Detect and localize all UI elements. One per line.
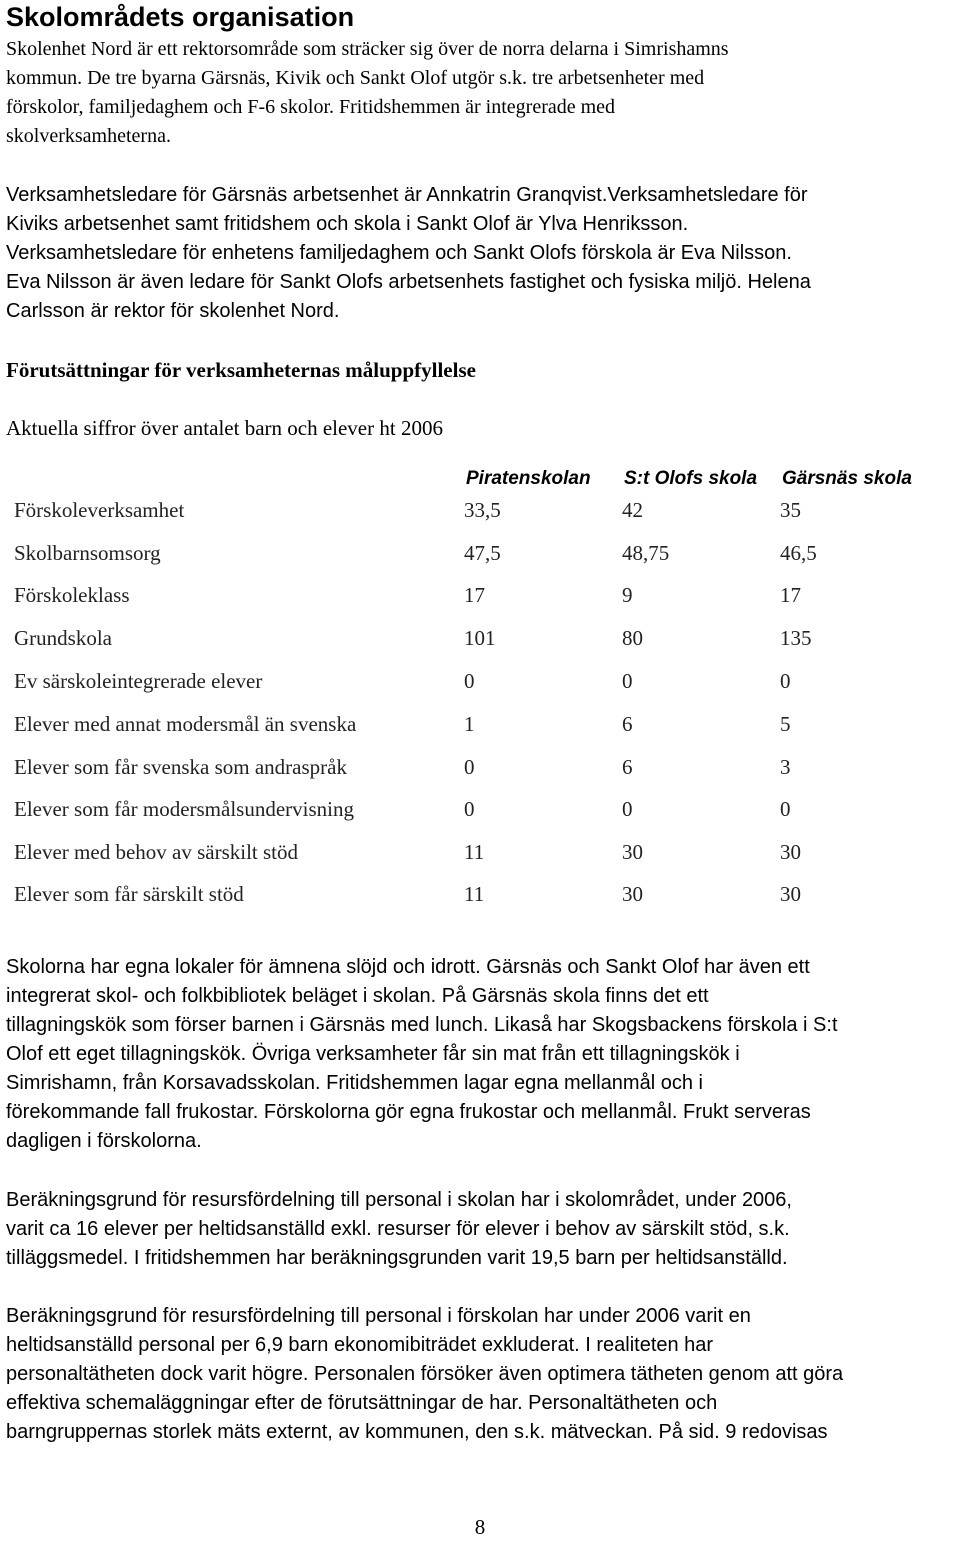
cell-value: 17 <box>780 583 801 607</box>
cell-value: 5 <box>780 712 791 736</box>
column-header: S:t Olofs skola <box>624 468 758 489</box>
table-row <box>14 623 954 653</box>
school-resources-paragraph <box>6 1186 951 1273</box>
text-line: Skolorna har egna lokaler för ämnena slöjd och idrott. Gärsnäs och Sankt Olof har även ett <box>6 956 810 978</box>
text-line: skolverksamheterna. <box>6 125 171 147</box>
cell-value: 42 <box>622 498 643 522</box>
facilities-paragraph <box>6 953 951 1156</box>
text-line: Beräkningsgrund för resursfördelning till personal i skolan har i skolområdet, under 2006, <box>6 1189 792 1211</box>
section-heading: Förutsättningar för verksamheternas måluppfyllelse <box>6 358 476 382</box>
text-line: Verksamhetsledare för Gärsnäs arbetsenhet är Annkatrin Granqvist.Verksamhetsledare för <box>6 184 808 206</box>
table-caption: Aktuella siffror över antalet barn och elever ht 2006 <box>6 416 443 440</box>
text-line: Carlsson är rektor för skolenhet Nord. <box>6 300 340 322</box>
table-row <box>14 666 954 696</box>
text-line: dagligen i förskolorna. <box>6 1130 202 1152</box>
table-row <box>14 580 954 610</box>
row-label: Elever med annat modersmål än svenska <box>14 712 357 736</box>
text-line: effektiva schemaläggningar efter de förutsättningar de har. Personaltätheten och <box>6 1392 718 1414</box>
cell-value: 47,5 <box>464 541 501 565</box>
text-line: Verksamhetsledare för enhetens familjedaghem och Sankt Olofs förskola är Eva Nilsson. <box>6 242 792 264</box>
row-label: Elever som får svenska som andraspråk <box>14 755 347 779</box>
table-row <box>14 794 954 824</box>
cell-value: 0 <box>622 797 633 821</box>
cell-value: 80 <box>622 626 643 650</box>
table-row <box>14 709 954 739</box>
cell-value: 33,5 <box>464 498 501 522</box>
cell-value: 101 <box>464 626 496 650</box>
row-label: Grundskola <box>14 626 112 650</box>
cell-value: 30 <box>780 840 801 864</box>
page-number: 8 <box>474 1515 486 1539</box>
cell-value: 0 <box>464 797 475 821</box>
page-title: Skolområdets organisation <box>6 2 355 32</box>
cell-value: 35 <box>780 498 801 522</box>
row-label: Elever som får modersmålsundervisning <box>14 797 354 821</box>
row-label: Ev särskoleintegrerade elever <box>14 669 263 693</box>
text-line: Simrishamn, från Korsavadsskolan. Fritidshemmen lagar egna mellanmål och i <box>6 1072 703 1094</box>
cell-value: 48,75 <box>622 541 670 565</box>
cell-value: 30 <box>622 882 643 906</box>
leaders-paragraph <box>6 181 951 326</box>
text-line: integrerat skol- och folkbibliotek beläget i skolan. På Gärsnäs skola finns det ett <box>6 985 709 1007</box>
row-label: Förskoleklass <box>14 583 130 607</box>
cell-value: 46,5 <box>780 541 817 565</box>
row-label: Elever med behov av särskilt stöd <box>14 840 299 864</box>
text-line: förskolor, familjedaghem och F-6 skolor. Fritidshemmen är integrerade med <box>6 96 616 118</box>
text-line: Eva Nilsson är även ledare för Sankt Olofs arbetsenhets fastighet och fysiska miljö. Helena <box>6 271 811 293</box>
text-line: barngruppernas storlek mäts externt, av kommunen, den s.k. mätveckan. På sid. 9 redovisas <box>6 1421 828 1443</box>
text-line: förekommande fall frukostar. Förskolorna gör egna frukostar och mellanmål. Frukt serveras <box>6 1101 811 1123</box>
text-line: heltidsanställd personal per 6,9 barn ekonomibiträdet exkluderat. I realiteten har <box>6 1334 714 1356</box>
column-header: Gärsnäs skola <box>782 468 912 489</box>
cell-value: 0 <box>464 669 475 693</box>
cell-value: 30 <box>622 840 643 864</box>
text-line: tillagningskök som förser barnen i Gärsnäs med lunch. Likaså har Skogsbackens förskola i S:t <box>6 1014 838 1036</box>
text-line: Beräkningsgrund för resursfördelning till personal i förskolan har under 2006 varit en <box>6 1305 751 1327</box>
cell-value: 6 <box>622 712 633 736</box>
row-label: Elever som får särskilt stöd <box>14 882 244 906</box>
cell-value: 11 <box>464 882 485 906</box>
table-row <box>14 752 954 782</box>
text-line: varit ca 16 elever per heltidsanställd exkl. resurser för elever i behov av särskilt stöd, s.k. <box>6 1218 790 1240</box>
text-line: Skolenhet Nord är ett rektorsområde som sträcker sig över de norra delarna i Simrishamns <box>6 38 729 60</box>
table-row <box>14 837 954 867</box>
cell-value: 30 <box>780 882 801 906</box>
preschool-resources-paragraph <box>6 1302 951 1447</box>
text-line: personaltätheten dock varit högre. Personalen försöker även optimera tätheten genom att göra <box>6 1363 844 1385</box>
row-label: Förskoleverksamhet <box>14 498 185 522</box>
cell-value: 0 <box>622 669 633 693</box>
table-row <box>14 879 954 909</box>
cell-value: 11 <box>464 840 485 864</box>
cell-value: 17 <box>464 583 485 607</box>
cell-value: 0 <box>780 669 791 693</box>
cell-value: 1 <box>464 712 475 736</box>
text-line: kommun. De tre byarna Gärsnäs, Kivik och Sankt Olof utgör s.k. tre arbetsenheter med <box>6 67 705 89</box>
table-row <box>14 495 954 525</box>
text-line: Olof ett eget tillagningskök. Övriga verksamheter får sin mat från ett tillagningskök i <box>6 1043 740 1065</box>
cell-value: 3 <box>780 755 791 779</box>
text-line: tilläggsmedel. I fritidshemmen har beräkningsgrunden varit 19,5 barn per heltidsanställd. <box>6 1247 788 1269</box>
intro-paragraph <box>6 35 951 151</box>
table-row <box>14 538 954 568</box>
cell-value: 135 <box>780 626 812 650</box>
cell-value: 9 <box>622 583 633 607</box>
column-header: Piratenskolan <box>466 468 591 489</box>
cell-value: 0 <box>780 797 791 821</box>
row-label: Skolbarnsomsorg <box>14 541 161 565</box>
cell-value: 6 <box>622 755 633 779</box>
cell-value: 0 <box>464 755 475 779</box>
text-line: Kiviks arbetsenhet samt fritidshem och skola i Sankt Olof är Ylva Henriksson. <box>6 213 689 235</box>
